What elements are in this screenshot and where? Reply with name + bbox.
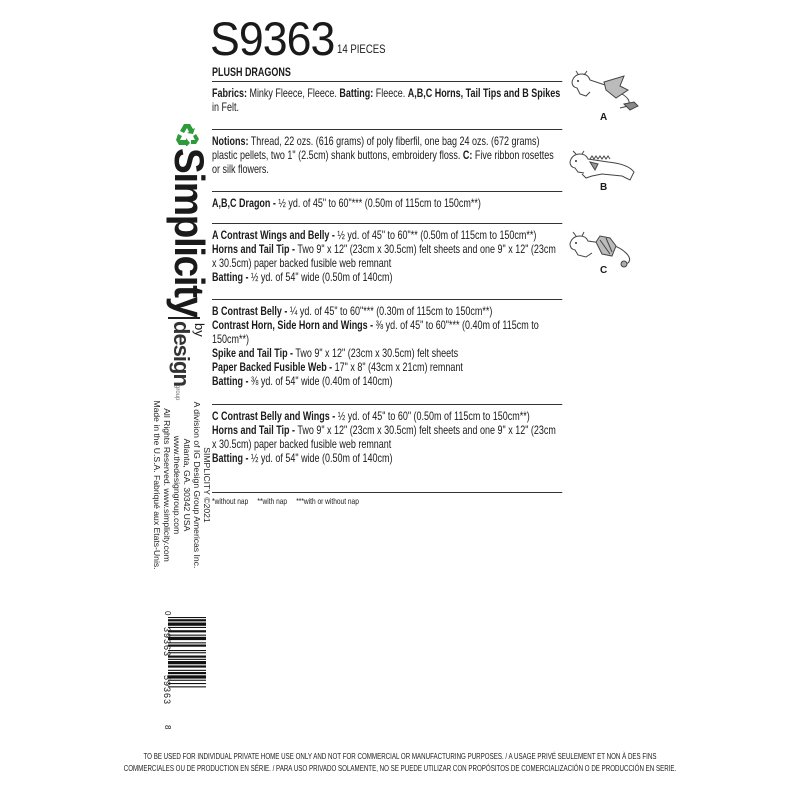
barcode-bar (168, 627, 206, 628)
line-text: Two 9" x 12" (23cm x 30.5cm) felt sheets and one 9" x 12" (23cm x 30.5cm) paper backed fusible web remnant (212, 243, 556, 270)
design-group-logo: design (169, 321, 194, 386)
barcode (168, 617, 206, 721)
barcode-bar (168, 675, 206, 678)
barcode-bar (168, 683, 206, 684)
barcode-bar (168, 650, 206, 651)
nap-notes (212, 492, 562, 512)
copyright-line: A division of IG Design Group Americas Inc. (192, 401, 202, 569)
line-text: ½ yd. of 45" to 60"*** (0.50m of 115cm to 150cm**) (275, 197, 481, 210)
barcode-digits-right: 59363 (162, 675, 172, 706)
recycle-icon (175, 122, 199, 146)
dragon-view-c-illustration (566, 230, 646, 270)
simplicity-logo: Simplicity (166, 148, 213, 317)
line-label: Batting - (212, 271, 249, 284)
fabrics-text: Minky Fleece, Fleece. (246, 87, 340, 100)
logo-by: by (192, 323, 207, 337)
notions-label: Notions: (212, 135, 249, 148)
barcode-bar (168, 623, 206, 626)
dragon-view-b-illustration (566, 150, 646, 185)
barcode-bar (168, 661, 206, 664)
barcode-bar (168, 642, 206, 643)
copyright-line: Atlanta, GA. 30342 USA www.thedesigngroup.com (172, 435, 192, 535)
disclaimer-line: TO BE USED FOR INDIVIDUAL PRIVATE HOME USE ONLY AND NOT FOR COMMERCIAL OR MANUFACTURING PURPOSES. / A USAGE PRIVÉ SEULEMENT ET NON À DES FINS (143, 751, 657, 761)
line-label: Batting - (212, 375, 249, 388)
batting-label: Batting: (339, 87, 374, 100)
barcode-bar (168, 645, 206, 647)
barcode-bar (168, 670, 206, 671)
line-text: ½ yd. of 45" to 60" (0.50m of 115cm to 150cm**) (335, 410, 530, 423)
logo-group: group (174, 385, 180, 401)
notions-c-label: C: (462, 149, 473, 162)
barcode-bar (168, 637, 206, 640)
pieces-count: 14 PIECES (337, 42, 386, 56)
view-label-b: B (600, 182, 608, 193)
yardage-section-b (212, 299, 562, 398)
nap-note: **with nap (257, 496, 288, 506)
fabrics-label: Fabrics: (212, 87, 247, 100)
line-text: ½ yd. of 45" to 60"** (0.50m of 115cm to 150cm**) (334, 229, 537, 242)
felt-label: A,B,C Horns, Tail Tips and B Spikes (407, 87, 561, 100)
barcode-bar (168, 680, 206, 681)
line-label: Horns and Tail Tip - (212, 243, 296, 256)
copyright-line: SIMPLICITY ©2021 (202, 447, 212, 523)
line-label: B Contrast Belly - (212, 305, 288, 318)
barcode-bar (168, 656, 206, 658)
line-text: Two 9" x 12" (23cm x 30.5cm) felt sheets and one 9" x 12" (23cm x 30.5cm) paper backed fusible web remnant (212, 424, 556, 451)
line-label: A,B,C Dragon - (212, 197, 276, 210)
copyright-line: All Rights Reserved. www.simplicity.com (162, 408, 172, 562)
barcode-digits-left: 39363 (162, 627, 172, 658)
line-label: Horns and Tail Tip - (212, 424, 296, 437)
barcode-bar (168, 652, 206, 653)
fabrics-section (212, 81, 562, 123)
barcode-bar (168, 686, 206, 687)
nap-note: ***with or without nap (296, 496, 359, 506)
view-label-c: C (600, 265, 608, 276)
line-label: Paper Backed Fusible Web - (212, 361, 333, 374)
nap-note: *without nap (212, 496, 249, 506)
requirements-column (212, 66, 562, 512)
line-text: ½ yd. of 54" wide (0.50m of 140cm) (248, 271, 393, 284)
line-text: Two 9" x 12" (23cm x 30.5cm) felt sheets (293, 347, 459, 360)
barcode-bar (168, 665, 206, 667)
line-text: 17" x 8" (43cm x 21cm) remnant (332, 361, 463, 374)
fabrics-text: Fleece. (373, 87, 408, 100)
copyright-line: Made in the U.S.A. Fabriqué aux Etats-Unis. (152, 400, 162, 570)
copyright-block (152, 395, 212, 575)
line-text: ½ yd. of 54" wide (0.50m of 140cm) (248, 452, 393, 465)
line-label: C Contrast Belly and Wings - (212, 410, 336, 423)
barcode-bars (168, 617, 206, 721)
dragon-view-a-illustration (566, 70, 646, 115)
line-label: Contrast Horn, Side Horn and Wings - (212, 319, 374, 332)
usage-disclaimer (0, 750, 800, 774)
barcode-bar (168, 659, 206, 660)
disclaimer-line: COMMERCIALES OU DE PRODUCTION EN SÉRIE. / PARA USO PRIVADO SOLAMENTE, NO SE PUEDE UTILIZAR CON PROPÓSITOS DE COMERCIALIZACIÓN O DE PRODUCCIÓN EN SERIE. (123, 763, 677, 773)
barcode-bar (168, 672, 206, 674)
fabrics-text: in Felt. (212, 101, 239, 114)
barcode-bar (168, 617, 206, 618)
barcode-digit-check: 8 (163, 725, 172, 730)
barcode-bar (168, 619, 206, 621)
yardage-section-a (212, 223, 562, 293)
line-label: A Contrast Wings and Belly - (212, 229, 335, 242)
barcode-bar (168, 635, 206, 636)
yardage-section-c (212, 404, 562, 486)
view-label-a: A (600, 112, 608, 123)
barcode-digit-first: 0 (163, 611, 172, 616)
notions-text: Thread, 22 ozs. (616 grams) of poly fiberfil, one bag 24 ozs. (672 grams) plastic pellets, two 1" (2.5cm) shank buttons, embroidery floss. (212, 135, 540, 162)
pattern-heading: PLUSH DRAGONS (212, 66, 291, 79)
line-text: ¼ yd. of 45" to 60"*** (0.30m of 115cm to 150cm**) (287, 305, 493, 318)
pattern-number: S9363 (210, 12, 335, 65)
notions-section (212, 129, 562, 185)
line-text: ⅜ yd. of 54" wide (0.40m of 140cm) (248, 375, 393, 388)
notions-text: Five ribbon rosettes or silk flowers. (212, 149, 554, 176)
line-label: Spike and Tail Tip - (212, 347, 294, 360)
barcode-bar (168, 630, 206, 632)
line-label: Batting - (212, 452, 249, 465)
yardage-section-all (212, 191, 562, 217)
logo-divider (168, 317, 200, 319)
line-text: ⅜ yd. of 45" to 60"*** (0.40m of 115cm to 150cm**) (212, 319, 539, 346)
brand-block (146, 145, 213, 745)
